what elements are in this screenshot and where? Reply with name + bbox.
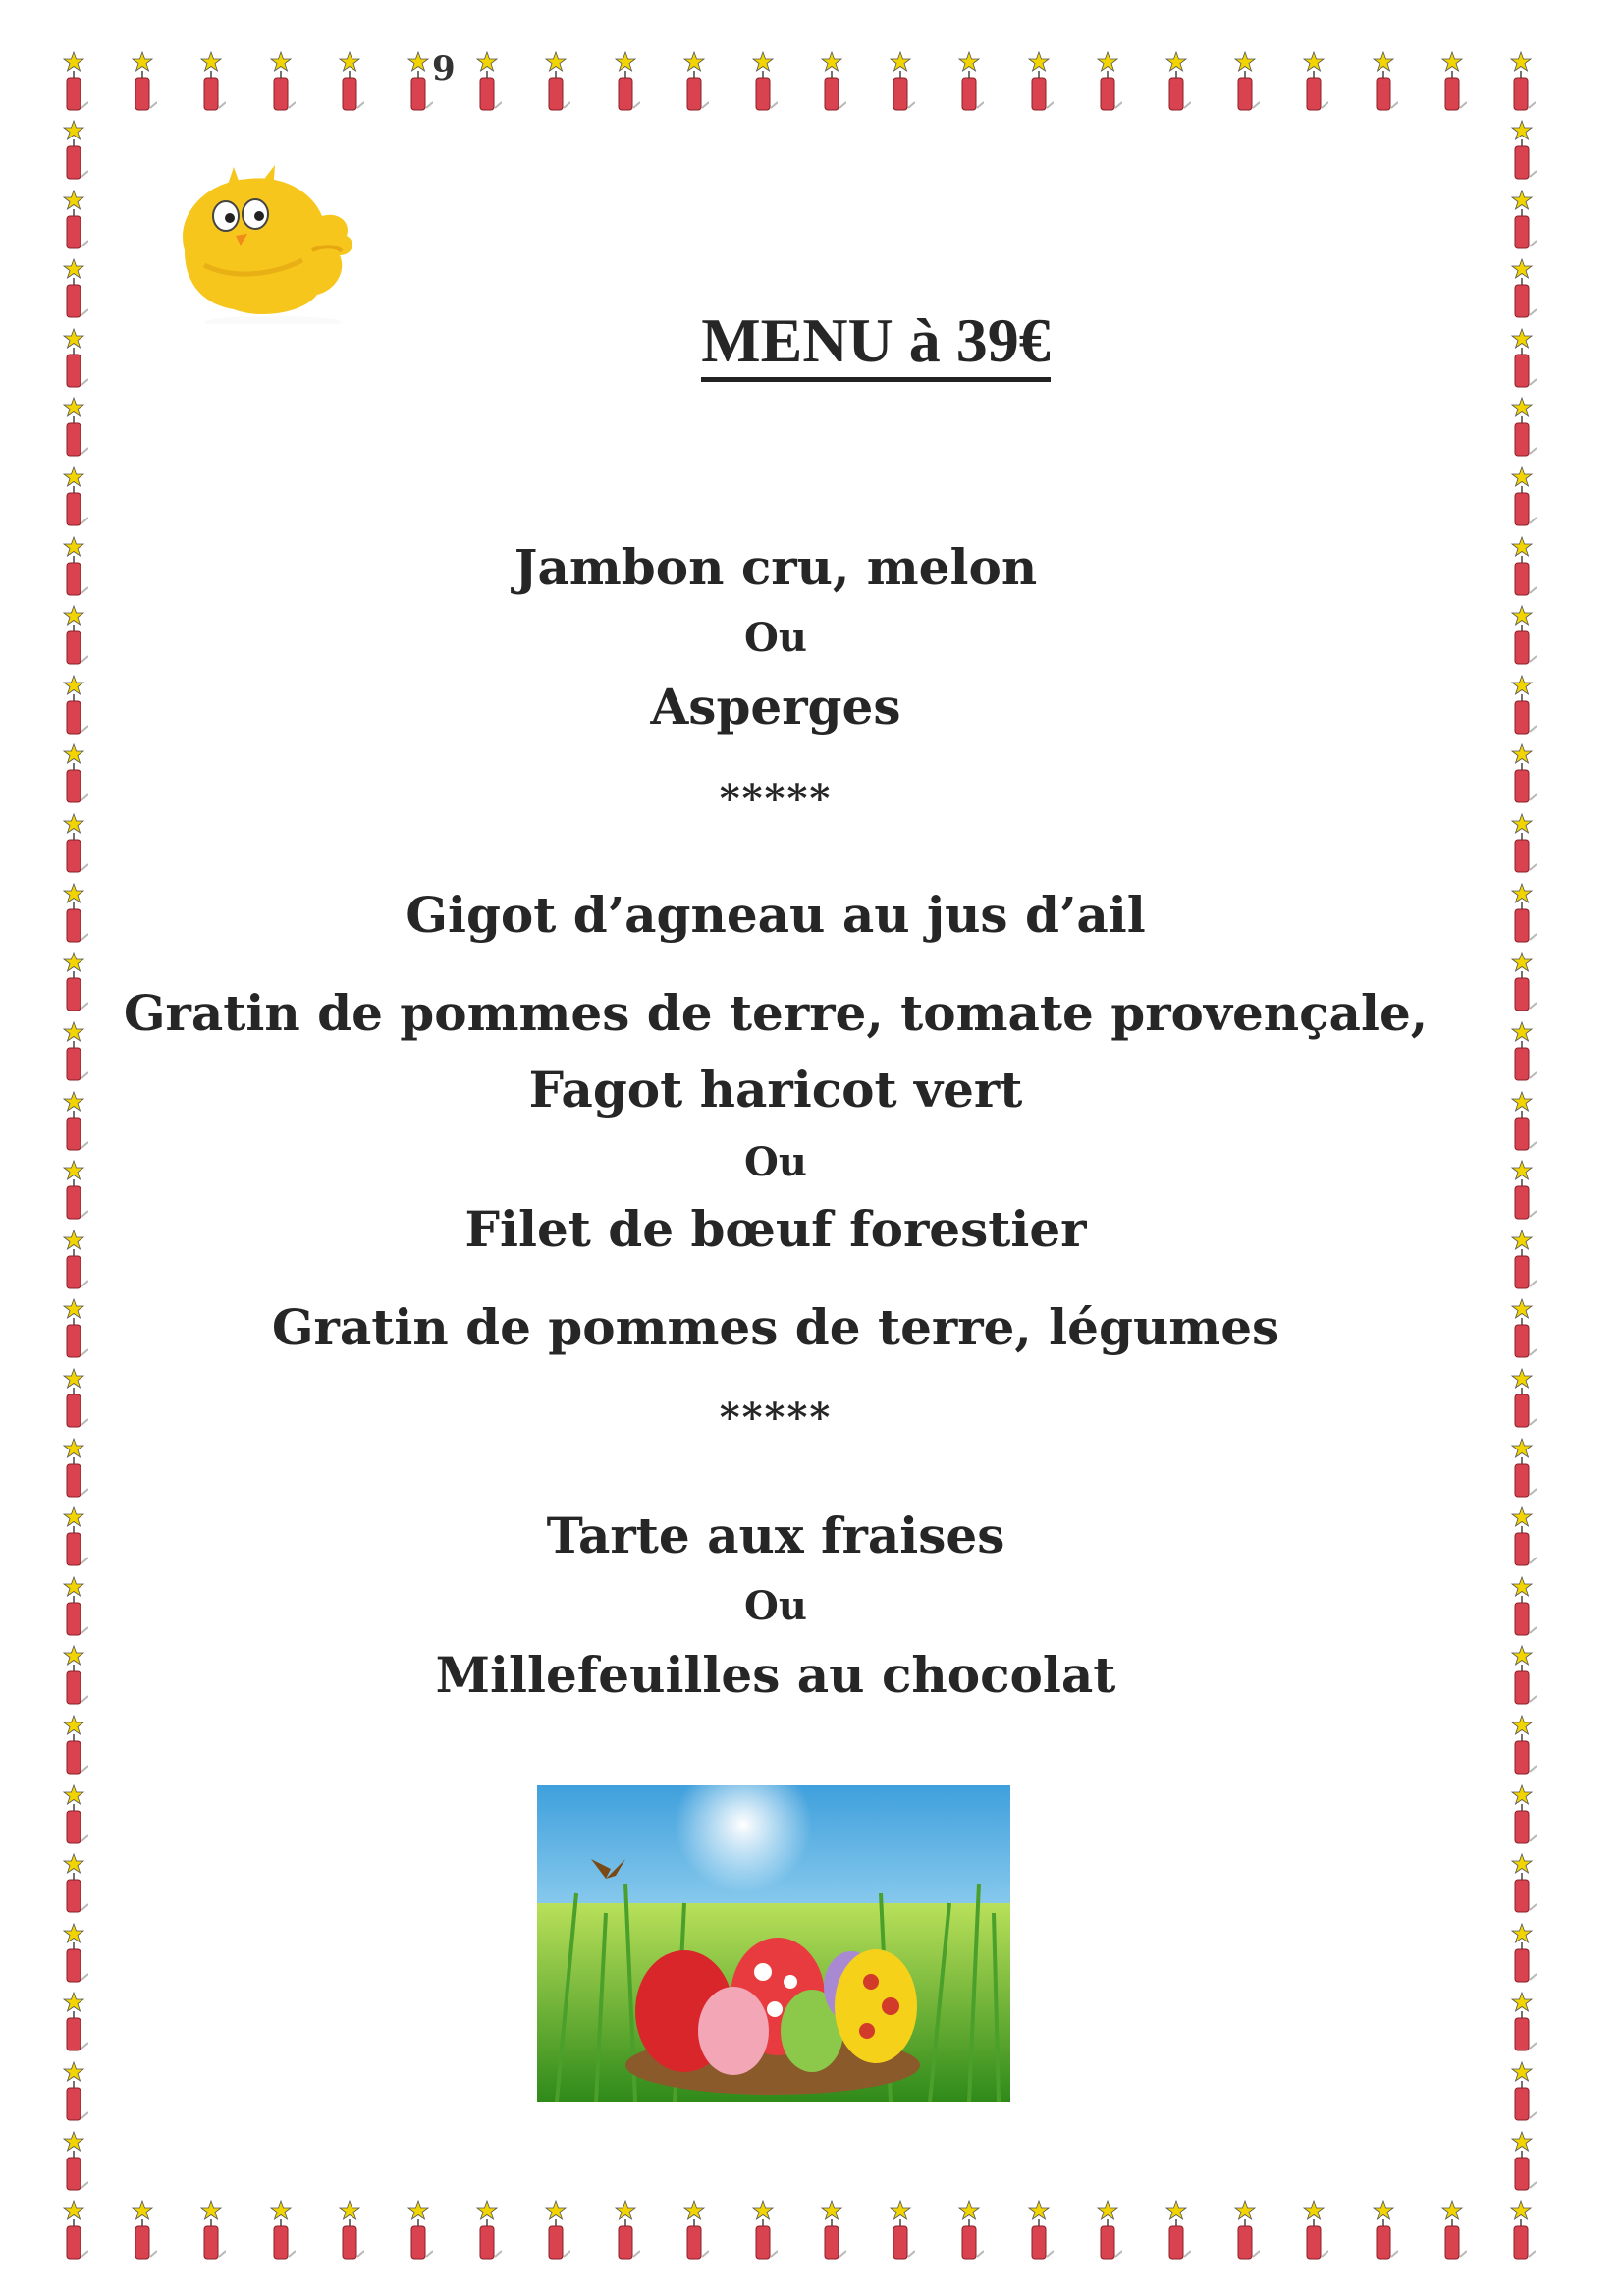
candle-icon xyxy=(1507,1438,1537,1499)
candle-icon xyxy=(1507,1992,1537,2052)
candle-icon xyxy=(817,51,846,112)
candle-icon xyxy=(748,2200,778,2261)
candle-icon xyxy=(954,51,984,112)
candle-icon xyxy=(59,1923,88,1984)
candle-icon xyxy=(196,2200,226,2261)
candle-icon xyxy=(1507,1784,1537,1845)
candle-icon xyxy=(1507,1923,1537,1984)
candle-icon xyxy=(679,51,709,112)
candle-icon xyxy=(128,2200,157,2261)
candle-icon xyxy=(1369,51,1398,112)
candle-icon xyxy=(1024,51,1054,112)
main-item-2: Filet de bœuf forestier xyxy=(464,1200,1087,1258)
chick-icon xyxy=(165,157,361,324)
candle-icon xyxy=(1507,1715,1537,1776)
candle-icon xyxy=(1507,813,1537,874)
candle-icon xyxy=(817,2200,846,2261)
separator-1: ***** xyxy=(719,776,833,822)
candle-icon xyxy=(1299,2200,1328,2261)
candle-icon xyxy=(541,2200,570,2261)
candle-icon xyxy=(59,2200,88,2261)
starter-item-2: Asperges xyxy=(650,678,901,736)
candle-icon xyxy=(266,51,296,112)
candle-icon xyxy=(1230,2200,1260,2261)
menu-title-text: MENU à 39€ xyxy=(701,305,1051,382)
candle-icon xyxy=(59,466,88,527)
separator-2: ***** xyxy=(719,1394,833,1441)
border-top xyxy=(59,51,1536,120)
candle-icon xyxy=(59,1784,88,1845)
candle-icon xyxy=(1507,120,1537,181)
candle-icon xyxy=(59,2131,88,2192)
candle-icon xyxy=(59,51,88,112)
candle-icon xyxy=(1507,1853,1537,1914)
candle-icon xyxy=(1507,397,1537,458)
candle-icon xyxy=(335,2200,364,2261)
dessert-item-1: Tarte aux fraises xyxy=(546,1506,1005,1564)
main-item-1-side-2: Fagot haricot vert xyxy=(528,1061,1023,1119)
main-or: Ou xyxy=(744,1139,807,1185)
candle-icon xyxy=(1024,2200,1054,2261)
menu-title xyxy=(0,304,1624,377)
candle-icon xyxy=(335,51,364,112)
candle-icon xyxy=(266,2200,296,2261)
candle-icon xyxy=(611,51,640,112)
candle-icon xyxy=(1506,2200,1536,2261)
candle-icon xyxy=(59,1992,88,2052)
main-item-1: Gigot d’agneau au jus d’ail xyxy=(406,886,1146,944)
candle-icon xyxy=(954,2200,984,2261)
candle-icon xyxy=(59,2061,88,2122)
starter-or: Ou xyxy=(744,615,807,661)
page-number: 9 xyxy=(432,49,456,88)
candle-icon xyxy=(611,2200,640,2261)
candle-icon xyxy=(748,51,778,112)
candle-icon xyxy=(1230,51,1260,112)
candle-icon xyxy=(1507,2131,1537,2192)
candle-icon xyxy=(1369,2200,1398,2261)
easter-eggs-image xyxy=(537,1785,1010,2102)
candle-icon xyxy=(541,51,570,112)
candle-icon xyxy=(1507,2061,1537,2122)
candle-icon xyxy=(1437,51,1467,112)
candle-icon xyxy=(472,51,502,112)
candle-icon xyxy=(1093,51,1122,112)
candle-icon xyxy=(196,51,226,112)
candle-icon xyxy=(1506,51,1536,112)
candle-icon xyxy=(404,2200,433,2261)
dessert-item-2: Millefeuilles au chocolat xyxy=(435,1646,1116,1704)
candle-icon xyxy=(59,397,88,458)
candle-icon xyxy=(679,2200,709,2261)
candle-icon xyxy=(1507,466,1537,527)
candle-icon xyxy=(472,2200,502,2261)
candle-icon xyxy=(59,1715,88,1776)
candle-icon xyxy=(1507,190,1537,250)
candle-icon xyxy=(886,2200,915,2261)
starter-item-1: Jambon cru, melon xyxy=(514,538,1038,596)
candle-icon xyxy=(59,813,88,874)
candle-icon xyxy=(59,190,88,250)
candle-icon xyxy=(1162,51,1191,112)
dessert-or: Ou xyxy=(744,1583,807,1629)
candle-icon xyxy=(128,51,157,112)
candle-icon xyxy=(59,1853,88,1914)
candle-icon xyxy=(886,51,915,112)
candle-icon xyxy=(1162,2200,1191,2261)
candle-icon xyxy=(59,120,88,181)
candle-icon xyxy=(404,51,433,112)
candle-icon xyxy=(59,1438,88,1499)
candle-icon xyxy=(1437,2200,1467,2261)
border-bottom xyxy=(59,2200,1536,2269)
candle-icon xyxy=(1093,2200,1122,2261)
candle-icon xyxy=(1299,51,1328,112)
main-item-1-side-1: Gratin de pommes de terre, tomate provençale, xyxy=(123,984,1429,1042)
main-item-2-side: Gratin de pommes de terre, légumes xyxy=(271,1298,1280,1356)
